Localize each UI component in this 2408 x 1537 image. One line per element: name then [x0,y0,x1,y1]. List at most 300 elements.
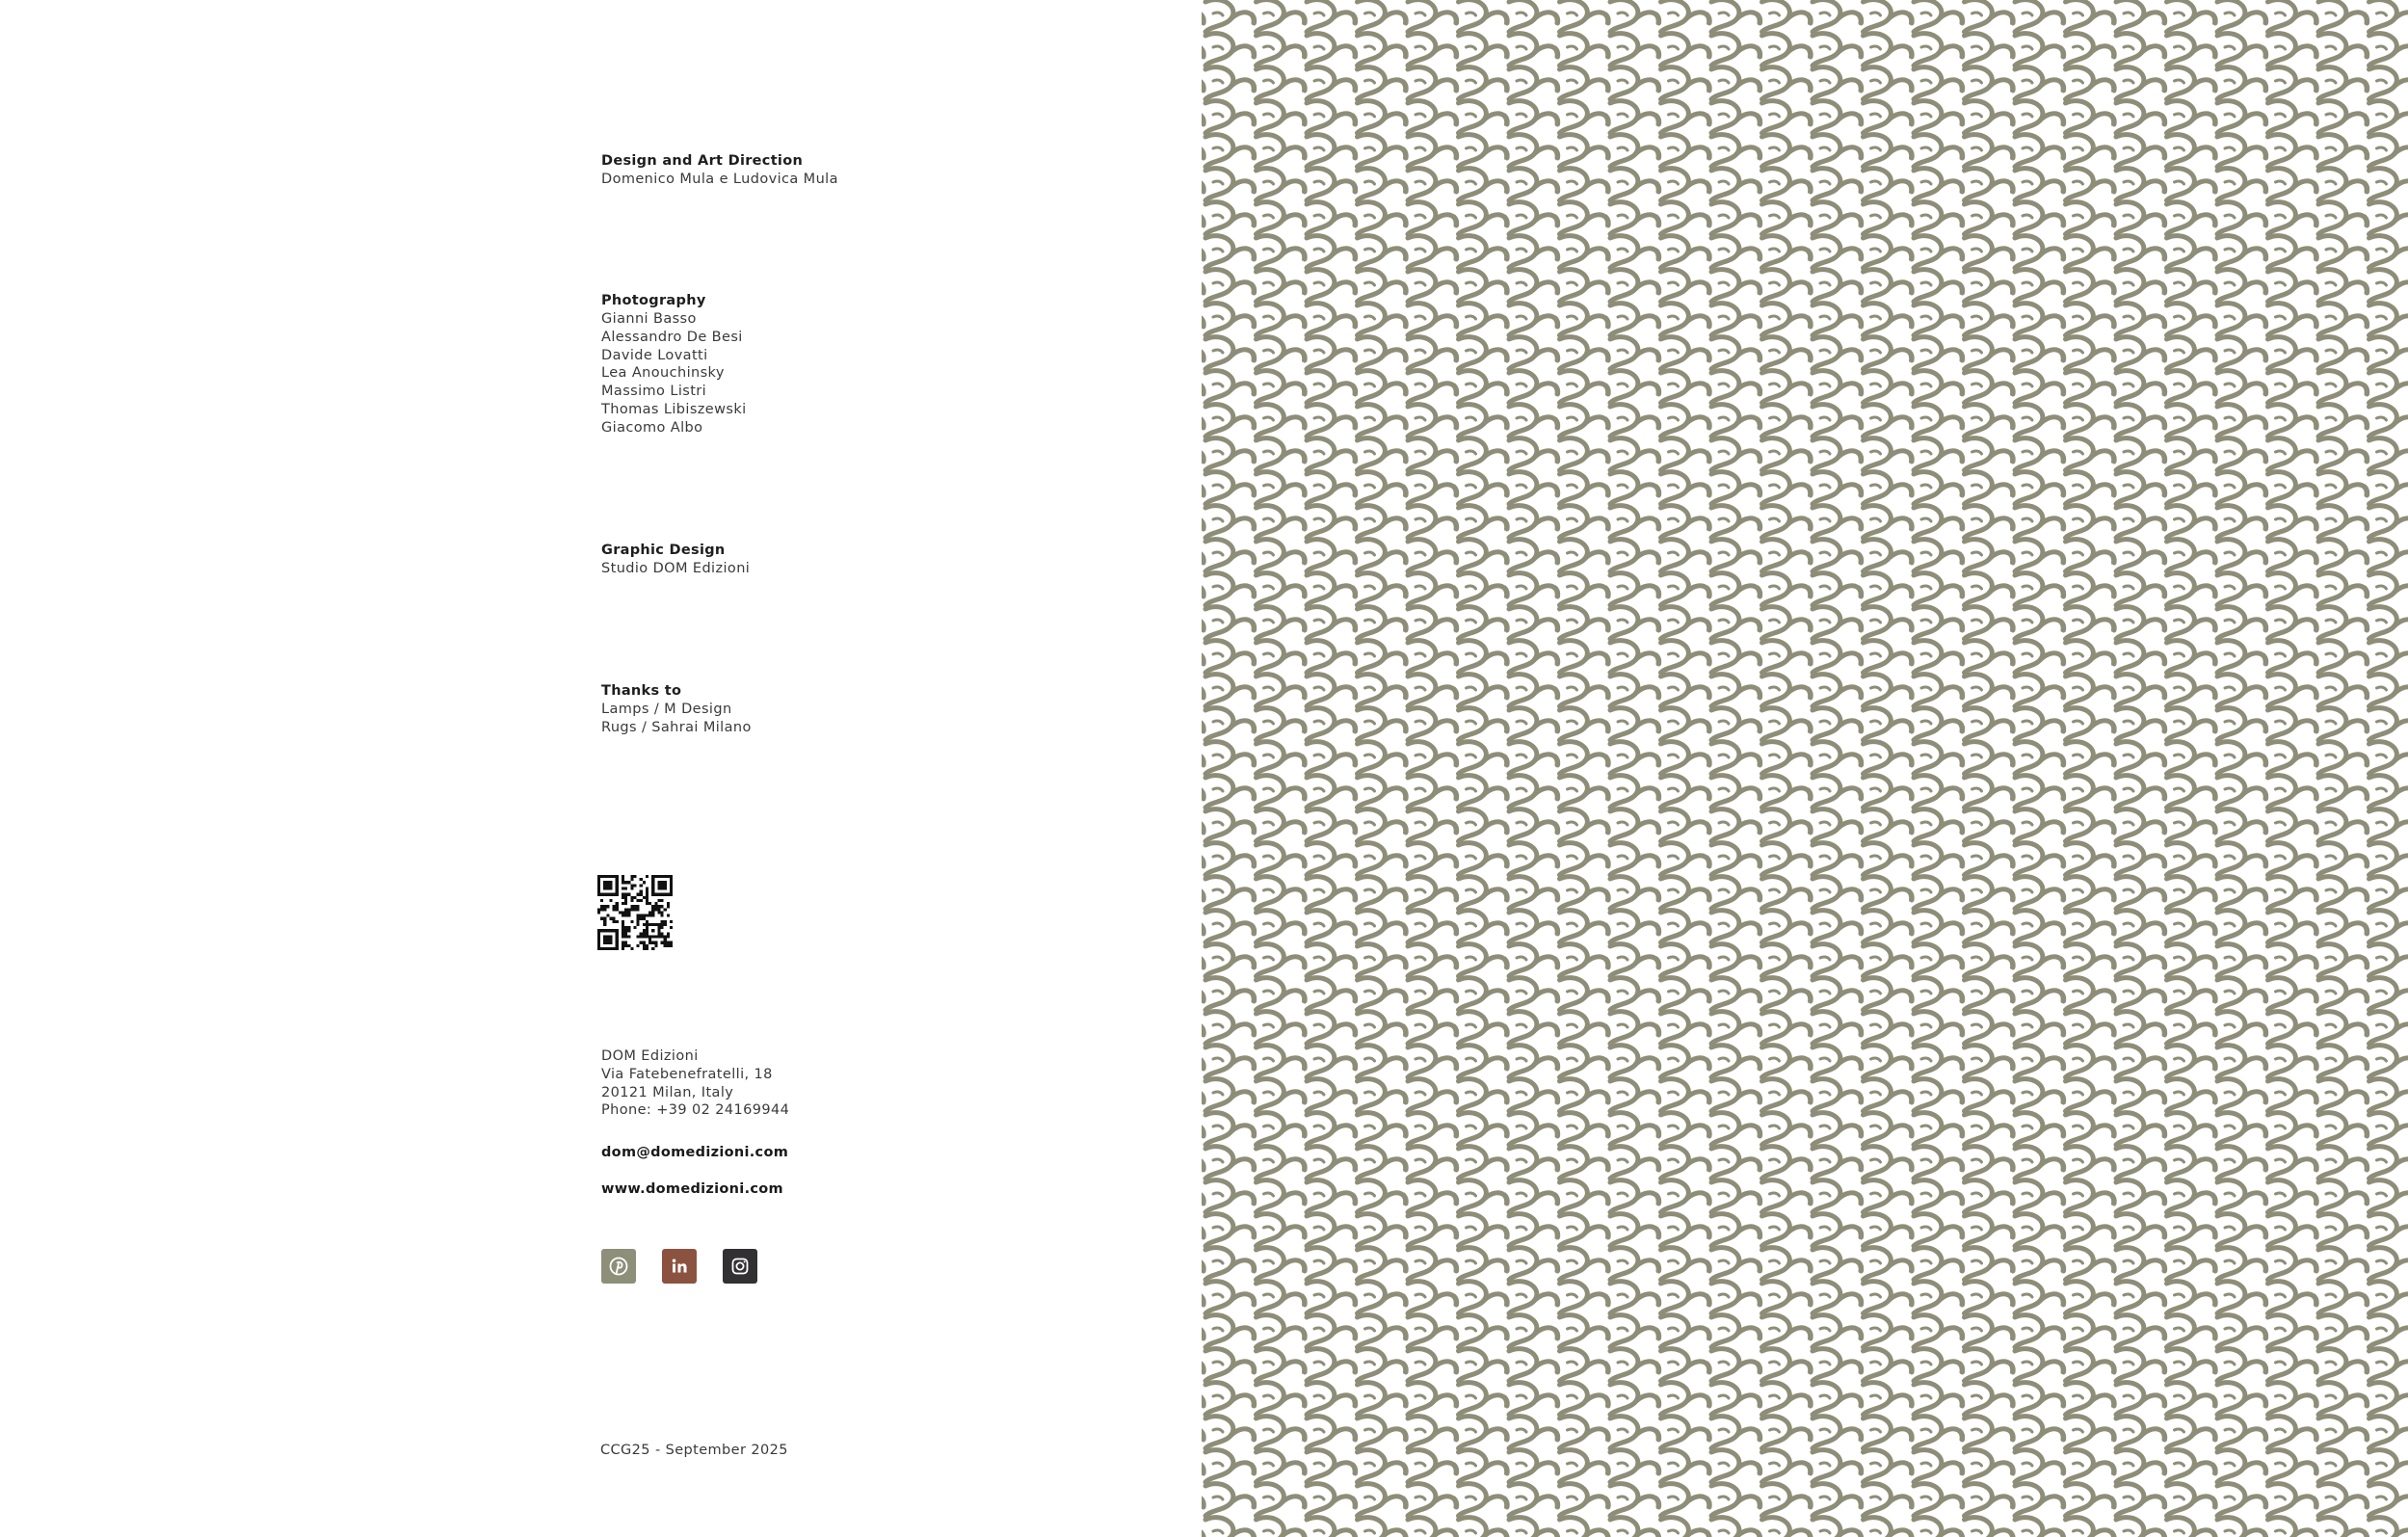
credit-line: Davide Lovatti [601,347,708,363]
qr-module [643,941,646,944]
qr-module [664,908,667,911]
qr-module [643,944,646,947]
credit-line: Thomas Libiszewski [601,401,747,417]
qr-module [613,905,616,908]
qr-module [606,935,609,938]
credit-line: Studio DOM Edizioni [601,561,751,576]
qr-module [597,887,600,889]
credit-design [601,152,1102,189]
qr-module [664,887,667,889]
address-line: Phone: +39 02 24169944 [601,1102,790,1119]
credit-line: Giacomo Albo [601,419,703,436]
qr-module [667,944,670,947]
qr-module [643,923,646,926]
qr-module [637,905,640,908]
qr-module [640,932,643,935]
qr-module [651,911,654,914]
qr-module [637,944,640,947]
qr-module [597,884,600,887]
qr-module [603,939,606,941]
qr-module [609,935,612,938]
qr-module [661,926,664,929]
qr-module [661,914,664,917]
linkedin-icon [668,1255,691,1278]
qr-module [616,881,619,884]
qr-module [630,896,633,899]
qr-module [643,932,646,935]
qr-module [670,920,673,923]
qr-module [616,905,619,908]
qr-module [661,932,664,935]
qr-module [646,929,648,932]
qr-module [600,905,603,908]
qr-module [616,908,619,911]
qr-module [616,932,619,935]
qr-module [633,926,636,929]
qr-module [667,893,670,896]
qr-module [597,878,600,881]
qr-module [661,923,664,926]
qr-module [613,920,616,923]
qr-module [657,932,660,935]
qr-module [646,947,648,950]
qr-module [603,917,606,920]
qr-module [664,939,667,941]
qr-module [627,935,630,938]
qr-module [606,884,609,887]
qr-module [609,893,612,896]
qr-module [664,875,667,878]
qr-module [637,920,640,923]
qr-module [603,920,606,923]
qr-module [670,878,673,881]
qr-module [646,935,648,938]
qr-module [603,935,606,938]
credit-line: Lamps / M Design [601,702,732,717]
qr-module [622,887,624,889]
qr-module [597,935,600,938]
qr-module [648,935,651,938]
qr-module [616,941,619,944]
qr-module [622,923,624,926]
qr-module [597,947,600,950]
qr-module [609,899,612,902]
credit-line: Alessandro De Besi [601,329,743,345]
qr-module [657,935,660,938]
qr-module [667,941,670,944]
credit-photography-heading: Photography [601,293,706,308]
qr-module [633,875,636,878]
qr-module [640,884,643,887]
qr-module [613,908,616,911]
qr-module [597,944,600,947]
qr-module [651,914,654,917]
qr-module [654,908,657,911]
qr-module [661,899,664,902]
qr-module [606,941,609,944]
qr-module [657,875,660,878]
qr-module [670,884,673,887]
qr-module [664,893,667,896]
qr-module [622,920,624,923]
qr-module [597,932,600,935]
qr-module [624,935,627,938]
qr-module [651,905,654,908]
pinterest-button[interactable] [601,1249,636,1284]
qr-module [637,917,640,920]
qr-module [613,947,616,950]
qr-module [646,914,648,917]
qr-module [627,944,630,947]
qr-module [624,926,627,929]
qr-module [619,911,622,914]
qr-module [654,893,657,896]
qr-module [664,881,667,884]
qr-module [630,887,633,889]
qr-module [616,893,619,896]
qr-module [654,905,657,908]
qr-module [622,881,624,884]
pinterest-icon [607,1255,630,1278]
qr-module [657,929,660,932]
qr-module [622,875,624,878]
qr-module [597,881,600,884]
qr-module [657,881,660,884]
qr-module [651,908,654,911]
instagram-icon [728,1255,752,1278]
qr-module [643,896,646,899]
qr-module [609,884,612,887]
chain-pattern [1202,0,2408,1537]
qr-module [657,926,660,929]
qr-module [651,890,654,893]
qr-module [640,890,643,893]
qr-module [616,878,619,881]
credit-thanks [601,682,1102,737]
qr-module [661,875,664,878]
qr-module [624,899,627,902]
qr-module [661,935,664,938]
qr-module [651,941,654,944]
qr-module [664,944,667,947]
qr-module [646,887,648,889]
qr-module [600,893,603,896]
qr-module [624,887,627,889]
qr-module [670,926,673,929]
qr-module [606,939,609,941]
qr-module [630,908,633,911]
qr-module [651,884,654,887]
qr-module [637,923,640,926]
qr-module [654,902,657,905]
qr-module [600,917,603,920]
qr-module [657,887,660,889]
qr-module [640,914,643,917]
qr-module [613,929,616,932]
credit-line: Domenico Mula e Ludovica Mula [601,172,838,187]
left-page [0,0,1202,1537]
qr-module [622,941,624,944]
qr-module [651,935,654,938]
qr-module [670,893,673,896]
qr-module [646,926,648,929]
qr-module [646,944,648,947]
qr-module [603,947,606,950]
qr-module [630,947,633,950]
qr-module [670,890,673,893]
qr-module [606,875,609,878]
qr-module [630,920,633,923]
qr-module [622,929,624,932]
qr-module [624,896,627,899]
qr-module [633,896,636,899]
qr-module [616,935,619,938]
qr-module [630,899,633,902]
qr-module [646,893,648,896]
qr-module [643,881,646,884]
pattern-page [1202,0,2408,1537]
edition-footer: CCG25 - September 2025 [600,1443,788,1458]
email-link[interactable]: dom@domedizioni.com [601,1145,789,1160]
qr-code[interactable] [597,875,673,950]
qr-module [643,929,646,932]
qr-module [648,941,651,944]
qr-module [624,911,627,914]
qr-module [627,881,630,884]
qr-module [661,920,664,923]
qr-module [624,932,627,935]
qr-module [624,914,627,917]
qr-module [646,923,648,926]
qr-module [597,875,600,878]
qr-module [637,935,640,938]
qr-module [600,899,603,902]
qr-code-graphic [597,875,673,950]
qr-module [648,939,651,941]
qr-module [664,920,667,923]
qr-module [667,875,670,878]
qr-module [600,908,603,911]
qr-module [616,947,619,950]
qr-module [648,923,651,926]
qr-module [654,941,657,944]
qr-module [622,893,624,896]
qr-module [622,947,624,950]
qr-module [597,890,600,893]
qr-module [622,935,624,938]
qr-module [597,941,600,944]
qr-module [622,932,624,935]
qr-module [627,908,630,911]
qr-module [643,935,646,938]
qr-module [661,884,664,887]
qr-module [622,878,624,881]
qr-module [616,887,619,889]
qr-module [651,947,654,950]
qr-module [646,902,648,905]
qr-module [600,947,603,950]
qr-module [654,923,657,926]
qr-module [651,929,654,932]
qr-module [640,899,643,902]
address-line: 20121 Milan, Italy [601,1084,734,1100]
qr-module [616,902,619,905]
qr-module [597,893,600,896]
qr-module [627,911,630,914]
qr-module [616,890,619,893]
credit-design-heading: Design and Art Direction [601,153,804,169]
qr-module [633,908,636,911]
qr-module [646,896,648,899]
qr-module [661,893,664,896]
qr-module [670,941,673,944]
qr-module [609,917,612,920]
qr-module [627,914,630,917]
qr-module [622,896,624,899]
qr-module [624,881,627,884]
qr-module [606,947,609,950]
qr-module [606,905,609,908]
qr-module [657,923,660,926]
qr-module [657,899,660,902]
qr-module [637,914,640,917]
credit-line: Lea Anouchinsky [601,365,725,382]
address-line: Via Fatebenefratelli, 18 [601,1066,773,1082]
qr-module [603,908,606,911]
qr-module [603,905,606,908]
credit-graphic-heading: Graphic Design [601,543,726,558]
qr-module [627,926,630,929]
qr-module [661,941,664,944]
qr-module [633,884,636,887]
qr-module [613,917,616,920]
qr-module [603,941,606,944]
qr-module [597,911,600,914]
qr-module [603,923,606,926]
qr-module [616,920,619,923]
qr-module [597,929,600,932]
qr-module [606,914,609,917]
qr-module [637,893,640,896]
qr-module [609,929,612,932]
qr-module [667,932,670,935]
qr-module [661,911,664,914]
qr-module [640,917,643,920]
qr-module [597,908,600,911]
qr-module [630,878,633,881]
qr-module [624,902,627,905]
qr-module [606,893,609,896]
qr-module [651,878,654,881]
qr-module [633,905,636,908]
qr-module [651,881,654,884]
qr-module [616,944,619,947]
instagram-button[interactable] [723,1249,757,1284]
qr-module [657,911,660,914]
qr-module [622,911,624,914]
credit-line: Rugs / Sahrai Milano [601,719,752,735]
linkedin-button[interactable] [662,1249,697,1284]
qr-module [640,935,643,938]
qr-module [640,893,643,896]
qr-module [609,941,612,944]
qr-module [600,929,603,932]
qr-module [670,875,673,878]
qr-module [609,875,612,878]
qr-module [637,908,640,911]
website-link[interactable]: www.domedizioni.com [601,1181,783,1197]
qr-module [654,944,657,947]
qr-module [661,905,664,908]
qr-module [600,875,603,878]
qr-module [603,893,606,896]
qr-module [646,899,648,902]
qr-module [646,920,648,923]
contact-address [601,1047,1102,1120]
qr-module [603,887,606,889]
qr-module [640,941,643,944]
qr-module [670,944,673,947]
qr-module [613,893,616,896]
credit-thanks-heading: Thanks to [601,683,682,699]
qr-module [627,929,630,932]
qr-module [648,914,651,917]
qr-module [630,905,633,908]
qr-module [643,947,646,950]
qr-module [664,923,667,926]
qr-module [657,893,660,896]
qr-module [664,941,667,944]
qr-module [603,875,606,878]
qr-module [624,929,627,932]
qr-module [606,881,609,884]
qr-module [651,875,654,878]
qr-module [624,893,627,896]
qr-module [661,881,664,884]
qr-module [624,944,627,947]
qr-module [643,917,646,920]
qr-module [603,884,606,887]
qr-module [648,902,651,905]
qr-module [624,908,627,911]
qr-module [657,905,660,908]
credit-line: Gianni Basso [601,311,697,327]
qr-module [651,893,654,896]
qr-module [616,875,619,878]
qr-module [640,878,643,881]
qr-module [627,893,630,896]
qr-module [609,939,612,941]
qr-module [624,941,627,944]
qr-module [667,935,670,938]
qr-module [654,875,657,878]
qr-module [657,908,660,911]
qr-module [648,911,651,914]
qr-module [646,875,648,878]
qr-module [667,914,670,917]
qr-module [609,881,612,884]
qr-module [616,884,619,887]
qr-module [646,932,648,935]
qr-module [609,947,612,950]
qr-module [597,939,600,941]
qr-module [606,929,609,932]
qr-module [646,890,648,893]
qr-module [606,887,609,889]
qr-module [616,939,619,941]
qr-module [643,914,646,917]
credit-graphic-design [601,542,1102,578]
